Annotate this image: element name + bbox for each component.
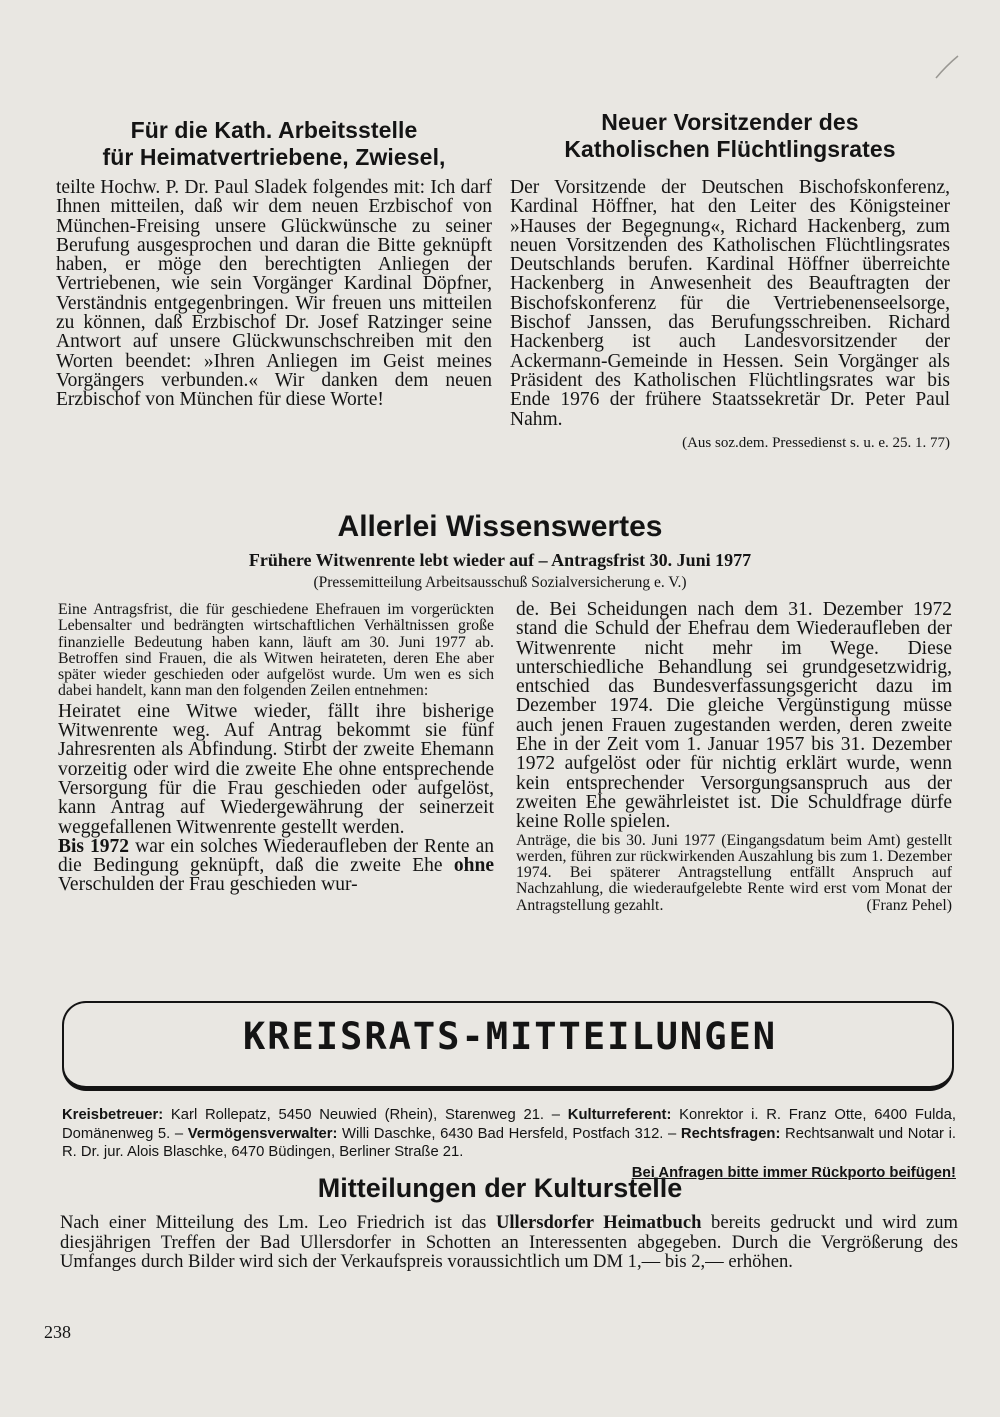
kultur-text-b: bereits gedruckt und wird zum diesjährigen Treffen der Bad Ullersdorfer in Schotten an Interessenten abgegeben. Durch die Vergrößerung des Umfanges durch Bilder wird sich der Verkaufspreis voraussichtlich um DM 1,— bis 2,— erhöhen. <box>60 1212 958 1272</box>
left-headline-line2: für Heimatvertriebene, Zwiesel, <box>102 144 446 170</box>
rueckporto-note: Bei Anfragen bitte immer Rückporto beifügen! <box>631 1165 956 1181</box>
vermoegensverwalter-label: Vermögensverwalter: <box>187 1125 338 1142</box>
wissenswertes-small-right <box>516 833 952 914</box>
right-article-body: Der Vorsitzende der Deutschen Bischofskonferenz, Kardinal Höffner, hat den Leiter des Königsteiner »Hauses der Begegnung«, Richard Hackenberg, zum neuen Vorsitzenden des Katholischen Flüchtlingsrates Deutschlands berufen. Kardinal Höffner überreichte Hackenberg in Anwesenheit des Beauftragten der Bischofskonferenz für die Vertriebenenseelsorge, Bischof Janssen, das Berufungsschreiben. Richard Hackenberg ist auch Landesvorsitzender der Ackermann-Gemeinde in Hessen. Sein Vorgänger als Präsident des Katholischen Flüchtlingsrates war bis Ende 1976 der frühere Staatssekretär Dr. Peter Paul Nahm. <box>510 177 950 430</box>
kultur-text-a: Nach einer Mitteilung des Lm. Leo Friedrich ist das <box>60 1212 496 1233</box>
bis-rest-1: war ein solches Wiederaufleben der Rente an die Bedingung geknüpft, daß die zweite Ehe <box>58 835 494 877</box>
bis-rest-2: Verschulden der Frau geschieden wur- <box>58 874 358 896</box>
kreisbetreuer-text: Karl Rollepatz, 5450 Neuwied (Rhein), Starenweg 21. – <box>163 1107 568 1123</box>
wissenswertes-right-column <box>516 600 952 914</box>
rechtsfragen-text: Rechtsanwalt und Notar i. R. Dr. jur. Alois Blaschke, 6470 Büdingen, Berliner Straße 21. <box>62 1125 956 1160</box>
kulturstelle-title: Mitteilungen der Kulturstelle <box>317 1173 683 1203</box>
vermoegensverwalter-text: Willi Daschke, 6430 Bad Hersfeld, Postfach 312. – <box>337 1125 681 1142</box>
kreisrat-contacts <box>62 1106 956 1162</box>
left-article-body: teilte Hochw. P. Dr. Paul Sladek folgendes mit: Ich darf Ihnen mitteilen, daß wir dem neuen Erzbischof von München-Freising unsere Glückwünsche zu seiner Berufung ausgesprochen und daran die Bitte geknüpft haben, er möge den berechtigten Anliegen der Vertriebenen, wie sein Vorgänger Kardinal Döpfner, Verständnis entgegenbringen. Wir freuen uns mitteilen zu können, daß Erzbischof Dr. Josef Ratzinger seine Antwort auf unsere Glückwunschschreiben mit den Worten beendet: »Ihren Anliegen im Geist meines Vorgängers verbunden.« Wir danken dem neuen Erzbischof von München für diese Worte! <box>56 177 492 411</box>
kulturreferent-label: Kulturreferent: <box>567 1107 672 1123</box>
antraege-text: Anträge, die bis 30. Juni 1977 (Eingangsdatum beim Amt) gestellt werden, führen zur rückwirkenden Auszahlung bis zum 1. Dezember 1974. Bei späterer Antragstellung entfällt Anspruch auf Nachzahlung, die wiederaufgelebte Rente wird erst vom Monat der Antragstellung gezahlt. <box>516 831 952 914</box>
wissenswertes-author: (Franz Pehel) <box>866 896 952 914</box>
kreisrats-banner <box>62 1001 954 1091</box>
bis-1972-bold: Bis 1972 <box>58 835 130 857</box>
rechtsfragen-label: Rechtsfragen: <box>680 1125 781 1142</box>
left-article-headline <box>56 117 492 171</box>
left-headline-line1: Für die Kath. Arbeitsstelle <box>130 117 418 143</box>
kreisbetreuer-label: Kreisbetreuer: <box>62 1107 164 1123</box>
wissenswertes-subtitle: Frühere Witwenrente lebt wieder auf – Antragsfrist 30. Juni 1977 <box>248 550 752 570</box>
kulturreferent-text: Konrektor i. R. Franz Otte, 6400 Fulda, Domänenweg 5. – <box>62 1107 957 1142</box>
wissenswertes-main-right: de. Bei Scheidungen nach dem 31. Dezember 1972 stand die Schuld der Ehefrau dem Wiederaufleben der Witwenrente nicht mehr im Wege. Diese unterschiedliche Behandlung sei grundgesetzwidrig, entschied das Bundesverfassungsgericht dazu im Dezember 1974. Die gleiche Vergünstigung müsse auch jenen Frauen zugestanden werden, deren zweite Ehe in der Zeit vom 1. Januar 1957 bis 31. Dezember 1972 aufgelöst oder für nichtig erklärt wurde, wenn kein entsprechender Versorgungsanspruch aus der zweiten Ehe gewährleistet ist. Die Schuldfrage dürfe keine Rolle spielen. <box>516 599 952 833</box>
right-article <box>510 109 950 452</box>
heimatbuch-bold: Ullersdorfer Heimatbuch <box>495 1212 702 1233</box>
right-headline-line2: Katholischen Flüchtlingsrates <box>564 136 896 162</box>
wissenswertes-intro: Eine Antragsfrist, die für geschiedene Ehefrauen im vorgerückten Lebensalter und bedrängten wirtschaftlichen Verhältnissen große finanzielle Bedeutung haben kann, läuft am 30. Juni 1977 ab. Betroffen sind Frauen, die als Witwen heirateten, deren Ehe aber später wieder geschieden oder aufgelöst wurde. Um wen es sich dabei handelt, kann man den folgenden Zeilen entnehmen: <box>58 601 494 700</box>
page-number: 238 <box>44 1322 71 1342</box>
wissenswertes-left-column <box>58 602 494 895</box>
wissenswertes-title: Allerlei Wissenswertes <box>337 510 663 543</box>
fold-mark-icon <box>932 52 962 82</box>
right-headline-line1: Neuer Vorsitzender des <box>601 109 859 135</box>
wissenswertes-source: (Pressemitteilung Arbeitsausschuß Sozialversicherung e. V.) <box>313 574 687 591</box>
right-article-source: (Aus soz.dem. Pressedienst s. u. e. 25. 1. 77) <box>682 434 950 451</box>
ohne-bold: ohne <box>453 855 494 877</box>
left-article <box>56 117 492 410</box>
kulturstelle-text <box>60 1213 958 1272</box>
wissenswertes-bis-paragraph <box>58 837 494 895</box>
right-article-headline <box>510 109 950 163</box>
wissenswertes-main-left: Heiratet eine Witwe wieder, fällt ihre bisherige Witwenrente weg. Auf Antrag bekommt sie fünf Jahresrenten als Abfindung. Stirbt der zweite Ehemann vorzeitig oder wird die zweite Ehe ohne entsprechende Versorgung für die Frau geschieden oder aufgelöst, kann Antrag auf Wiedergewährung der seinerzeit weggefallenen Witwenrente gestellt werden. <box>58 700 494 838</box>
kreisrats-banner-title: KREISRATS-MITTEILUNGEN <box>242 1015 778 1058</box>
